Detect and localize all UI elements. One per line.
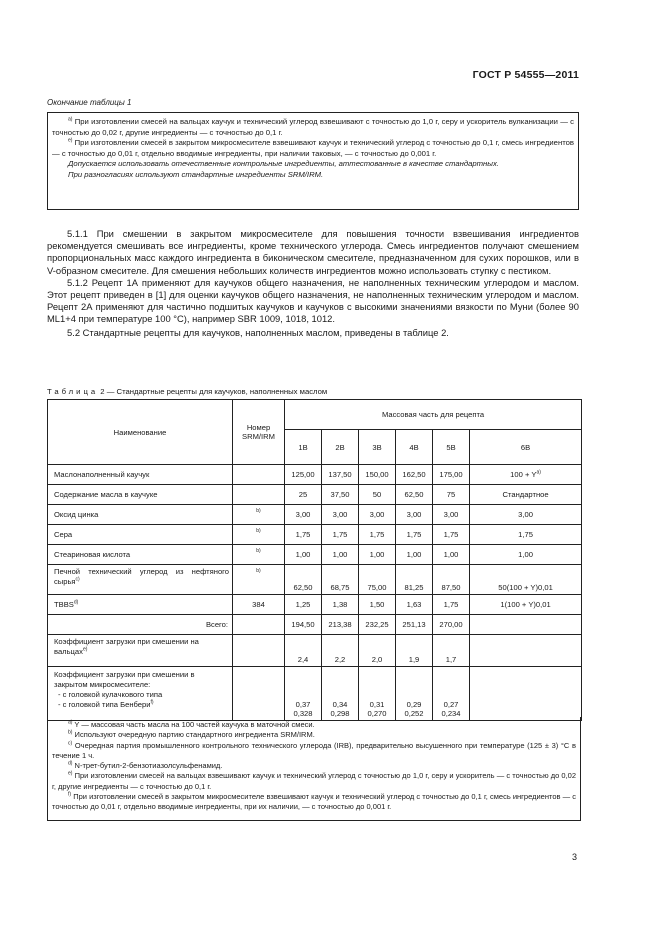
- cell: 1,7: [433, 635, 470, 667]
- row-name-line-text: - с головкой типа Бенбери: [58, 700, 151, 709]
- table-row-total: [48, 615, 582, 635]
- table-row: [48, 505, 582, 525]
- page-number: 3: [571, 852, 577, 862]
- row-srm: b): [233, 525, 285, 545]
- cell: 50: [359, 485, 396, 505]
- footnote-a: [52, 720, 576, 730]
- row-srm: [233, 635, 285, 667]
- cell: 175,00: [433, 465, 470, 485]
- cell-banbury: 0,234: [441, 709, 461, 718]
- cell-cam: 0,37: [295, 700, 311, 709]
- cell: 2,4: [285, 635, 322, 667]
- row-name-text: Печной технический углерод из нефтяного сырья: [54, 567, 229, 586]
- cell: 150,00: [359, 465, 396, 485]
- row-name: [48, 595, 233, 615]
- row-srm: [233, 465, 285, 485]
- table2: [47, 399, 582, 721]
- row-name: Содержание масла в каучуке: [48, 485, 233, 505]
- cell-cam: 0,34: [332, 700, 348, 709]
- cell: 1,50: [359, 595, 396, 615]
- row-name: Сера: [48, 525, 233, 545]
- cell: 1,00: [470, 545, 582, 565]
- cell: [433, 667, 470, 721]
- cell-value: 100 + Y: [510, 470, 537, 479]
- footnote-text: При изготовлении смесей в закрытом микросмесителе взвешивают каучук и технический углерод с точностью до 0,1 г, смесь ингредиентов — с точностью до 0,01 г, отдельно вводимые ингредиенты, при их наличии, — с точностью до 0,001 г.: [52, 792, 576, 812]
- cell: 137,50: [322, 465, 359, 485]
- row-name-text: Коэффициент загрузки при смешении на вальцах: [54, 637, 199, 656]
- footnote-marker: c): [68, 740, 73, 747]
- row-name-text: TBBS: [54, 599, 74, 609]
- header-recipe: 4В: [396, 430, 433, 465]
- row-name-footnote: c): [75, 576, 80, 583]
- cell: 2,2: [322, 635, 359, 667]
- table-row: [48, 635, 582, 667]
- header-recipe: 6В: [470, 430, 582, 465]
- footnote-text: Y — массовая часть масла на 100 частей каучука в маточной смеси.: [74, 720, 315, 729]
- row-srm: [233, 485, 285, 505]
- cell: 125,00: [285, 465, 322, 485]
- note-a-marker: a): [68, 116, 73, 123]
- cell: 270,00: [433, 615, 470, 635]
- document-code: ГОСТ Р 54555—2011: [472, 69, 579, 81]
- row-name-footnote: e): [82, 646, 88, 653]
- cell-banbury: 0,298: [330, 709, 350, 718]
- cell: 1,75: [433, 595, 470, 615]
- header-name: Наименование: [48, 400, 233, 465]
- note-e-text: При изготовлении смесей в закрытом микросмесителе взвешивают каучук и технический углерод с точностью до 0,1 г, смесь ингредиентов — с точностью до 0,01 г, отдельно вводимые ингредиенты, при наличии таковых, — с точностью до 0,001 г.: [52, 138, 574, 158]
- footnote-text: N-трет-бутил-2-бензотиазолсульфенамид.: [74, 761, 223, 771]
- cell: 213,38: [322, 615, 359, 635]
- cell: 37,50: [322, 485, 359, 505]
- cell-banbury: 0,328: [293, 709, 313, 718]
- cell: [470, 667, 582, 721]
- body-text: [47, 228, 579, 339]
- cell: 1,9: [396, 635, 433, 667]
- cell-banbury: 0,270: [367, 709, 387, 718]
- table-row: [48, 465, 582, 485]
- cell: 1,38: [322, 595, 359, 615]
- table2-caption-word: Таблица: [47, 387, 99, 396]
- row-name: [48, 565, 233, 595]
- cell: 75: [433, 485, 470, 505]
- table-row: [48, 525, 582, 545]
- row-name: [48, 667, 233, 721]
- cell: 68,75: [322, 565, 359, 595]
- table-row: [48, 565, 582, 595]
- cell: 3,00: [396, 505, 433, 525]
- row-name: Оксид цинка: [48, 505, 233, 525]
- cell: [470, 615, 582, 635]
- cell: 1,00: [322, 545, 359, 565]
- cell: 251,13: [396, 615, 433, 635]
- header-recipe: 1В: [285, 430, 322, 465]
- footnote-text: Используют очередную партию стандартного ингредиента SRM/IRM.: [74, 730, 315, 740]
- cell-cam: 0,31: [369, 700, 385, 709]
- footnote-text: Очередная партия промышленного контрольного технического углерода (IRB), предварительно высушенного при температуре (125 ± 3) °С в течение 1 ч.: [52, 740, 576, 760]
- table-row: [48, 485, 582, 505]
- row-srm: [233, 667, 285, 721]
- cell: 162,50: [396, 465, 433, 485]
- cell: 1,00: [359, 545, 396, 565]
- cell-banbury: 0,252: [404, 709, 424, 718]
- cell: 1,75: [433, 525, 470, 545]
- row-srm: 384: [233, 595, 285, 615]
- cell-cam: 0,29: [406, 700, 422, 709]
- cell: 1,75: [396, 525, 433, 545]
- cell: 1,00: [285, 545, 322, 565]
- cell: [470, 635, 582, 667]
- footnote-marker: a): [68, 719, 73, 726]
- header-recipe: 5В: [433, 430, 470, 465]
- table-row: [48, 595, 582, 615]
- cell-footnote-marker: a): [536, 469, 541, 476]
- table2-footnotes-box: [47, 717, 581, 821]
- cell: 50(100 + Y)0,01: [470, 565, 582, 595]
- footnote-f: [52, 792, 576, 813]
- header-mass-part: Массовая часть для рецепта: [285, 400, 582, 430]
- row-srm: [233, 615, 285, 635]
- cell: [470, 465, 582, 485]
- paragraph-5-1-2: 5.1.2 Рецепт 1А применяют для каучуков общего назначения, не наполненных техническим углеродом и маслом. Этот рецепт приведен в [1] для оценки каучуков общего назначения, не наполненных техническим углеродом и маслом. Рецепт 2А применяют для частично подшитых каучуков и каучуков с высокими значениями вязкости по Муни (более 90 ML1+4 при температуре 100 °С), например SBR 1009, 1018, 1012.: [47, 276, 579, 325]
- cell: [285, 667, 322, 721]
- note-a: [52, 117, 574, 138]
- cell: 3,00: [433, 505, 470, 525]
- cell: 1,63: [396, 595, 433, 615]
- paragraph-5-2: 5.2 Стандартные рецепты для каучуков, наполненных маслом, приведены в таблице 2.: [67, 326, 449, 338]
- footnote-marker: e): [68, 770, 73, 777]
- row-name-line: Коэффициент загрузки при смешении в закрытом микросмесителе:: [54, 670, 195, 689]
- cell: [359, 667, 396, 721]
- cell: 232,25: [359, 615, 396, 635]
- note-allowed: Допускается использовать отечественные контрольные ингредиенты, аттестованные в качестве стандартных.: [68, 159, 499, 168]
- row-srm: b): [233, 545, 285, 565]
- cell: 87,50: [433, 565, 470, 595]
- cell: 1(100 + Y)0,01: [470, 595, 582, 615]
- cell: 3,00: [322, 505, 359, 525]
- footnote-d: [52, 761, 576, 771]
- header-srm: Номер SRM/IRM: [233, 400, 285, 465]
- row-name: Маслонаполненный каучук: [48, 465, 233, 485]
- table2-caption-text: 2 — Стандартные рецепты для каучуков, наполненных маслом: [100, 387, 328, 396]
- cell: 194,50: [285, 615, 322, 635]
- note-e: [52, 138, 574, 159]
- header-recipe: 2В: [322, 430, 359, 465]
- cell: 62,50: [396, 485, 433, 505]
- table-row-load-factor-closed: [48, 667, 582, 721]
- note-disagreement: При разногласиях используют стандартные ингредиенты SRM/IRM.: [68, 169, 324, 179]
- footnote-e: [52, 771, 576, 792]
- row-name-line: - с головкой кулачкового типа: [58, 690, 163, 699]
- table1-notes-box: [47, 112, 579, 210]
- footnote-b: [52, 730, 576, 740]
- table2-caption: [47, 387, 327, 396]
- cell: 3,00: [359, 505, 396, 525]
- cell: Стандартное: [470, 485, 582, 505]
- cell: 1,75: [285, 525, 322, 545]
- cell: 1,75: [322, 525, 359, 545]
- cell-cam: 0,27: [443, 700, 459, 709]
- note-a-text: При изготовлении смесей на вальцах каучук и технический углерод взвешивают с точностью до 1,0 г, серу и ускоритель вулканизации — с точностью до 0,02 г, другие ингредиенты — с точностью до 0,1 г.: [52, 117, 575, 137]
- row-srm: b): [233, 505, 285, 525]
- cell: 81,25: [396, 565, 433, 595]
- footnote-text: При изготовлении смесей на вальцах взвешивают каучук и технический углерод с точностью до 1,0 г, серу и ускоритель — с точностью до 0,02 г, другие ингредиенты — с точностью до 0,1 г.: [52, 771, 577, 791]
- note-e-marker: e): [68, 137, 73, 144]
- cell: 1,00: [396, 545, 433, 565]
- row-name-footnote: d): [73, 598, 79, 605]
- cell: 1,75: [470, 525, 582, 545]
- cell: 25: [285, 485, 322, 505]
- cell: 75,00: [359, 565, 396, 595]
- footnote-marker: d): [68, 760, 73, 767]
- row-srm: b): [233, 565, 285, 595]
- cell: 1,75: [359, 525, 396, 545]
- row-name-line: [54, 700, 229, 710]
- cell: 3,00: [285, 505, 322, 525]
- cell: [322, 667, 359, 721]
- row-name: [48, 635, 233, 667]
- paragraph-5-1-1: 5.1.1 При смешении в закрытом микросмесителе для повышения точности взвешивания ингредиентов рекомендуется смешивать все ингредиенты, кроме технического углерода. Смесь ингредиентов получают смешением пропорциональных масс каждого ингредиента в биконическом смесителе, предназначенном для сухих порошков, или в V-образном смесителе. Для смешения небольших количеств ингредиентов можно использовать ступку с пестиком.: [47, 228, 579, 276]
- table-row: [48, 545, 582, 565]
- cell: 62,50: [285, 565, 322, 595]
- footnote-marker: f): [68, 791, 72, 798]
- table-continuation-caption: Окончание таблицы 1: [47, 98, 132, 107]
- row-name-footnote: f): [150, 699, 154, 706]
- cell: 3,00: [470, 505, 582, 525]
- header-recipe: 3В: [359, 430, 396, 465]
- cell: 2,0: [359, 635, 396, 667]
- cell: 1,25: [285, 595, 322, 615]
- footnote-marker: b): [68, 729, 73, 736]
- footnote-c: [52, 741, 576, 762]
- row-name: Всего:: [48, 615, 233, 635]
- cell: 1,00: [433, 545, 470, 565]
- cell: [396, 667, 433, 721]
- row-name: Стеариновая кислота: [48, 545, 233, 565]
